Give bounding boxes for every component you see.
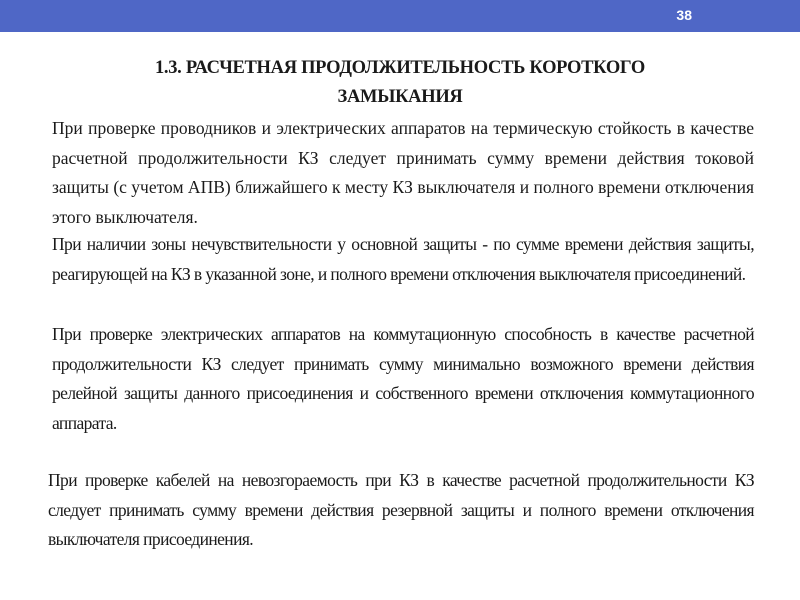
paragraph-thermal-stability: При проверке проводников и электрических аппаратов на термическую стойкость в качестве расчетной продолжительности КЗ следует принимать сумму времени действия токовой защиты (с учетом АПВ) ближайшего к месту КЗ выключателя и полного времени отключения этого выключателя. <box>52 118 754 227</box>
slide-header-bar <box>0 0 800 32</box>
slide-title: 1.3. РАСЧЕТНАЯ ПРОДОЛЖИТЕЛЬНОСТЬ КОРОТКОГО ЗАМЫКАНИЯ <box>154 58 646 107</box>
slide-number: 38 <box>676 7 692 23</box>
paragraph-cable-fire-resistance: При проверке кабелей на невозгораемость при КЗ в качестве расчетной продолжительности КЗ следует принимать сумму времени действия резервной защиты и полного времени отключения выключателя присоединения. <box>48 470 754 549</box>
paragraph-insensitivity-zone: При наличии зоны нечувствительности у основной защиты - по сумме времени действия защиты, реагирующей на КЗ в указанной зоне, и полного времени отключения выключателя присоединений. <box>52 234 754 284</box>
paragraph-switching-capacity: При проверке электрических аппаратов на коммутационную способность в качестве расчетной продолжительности КЗ следует принимать сумму минимально возможного времени действия релейной защиты данного присоединения и собственного времени отключения коммутационного аппарата. <box>52 324 754 433</box>
